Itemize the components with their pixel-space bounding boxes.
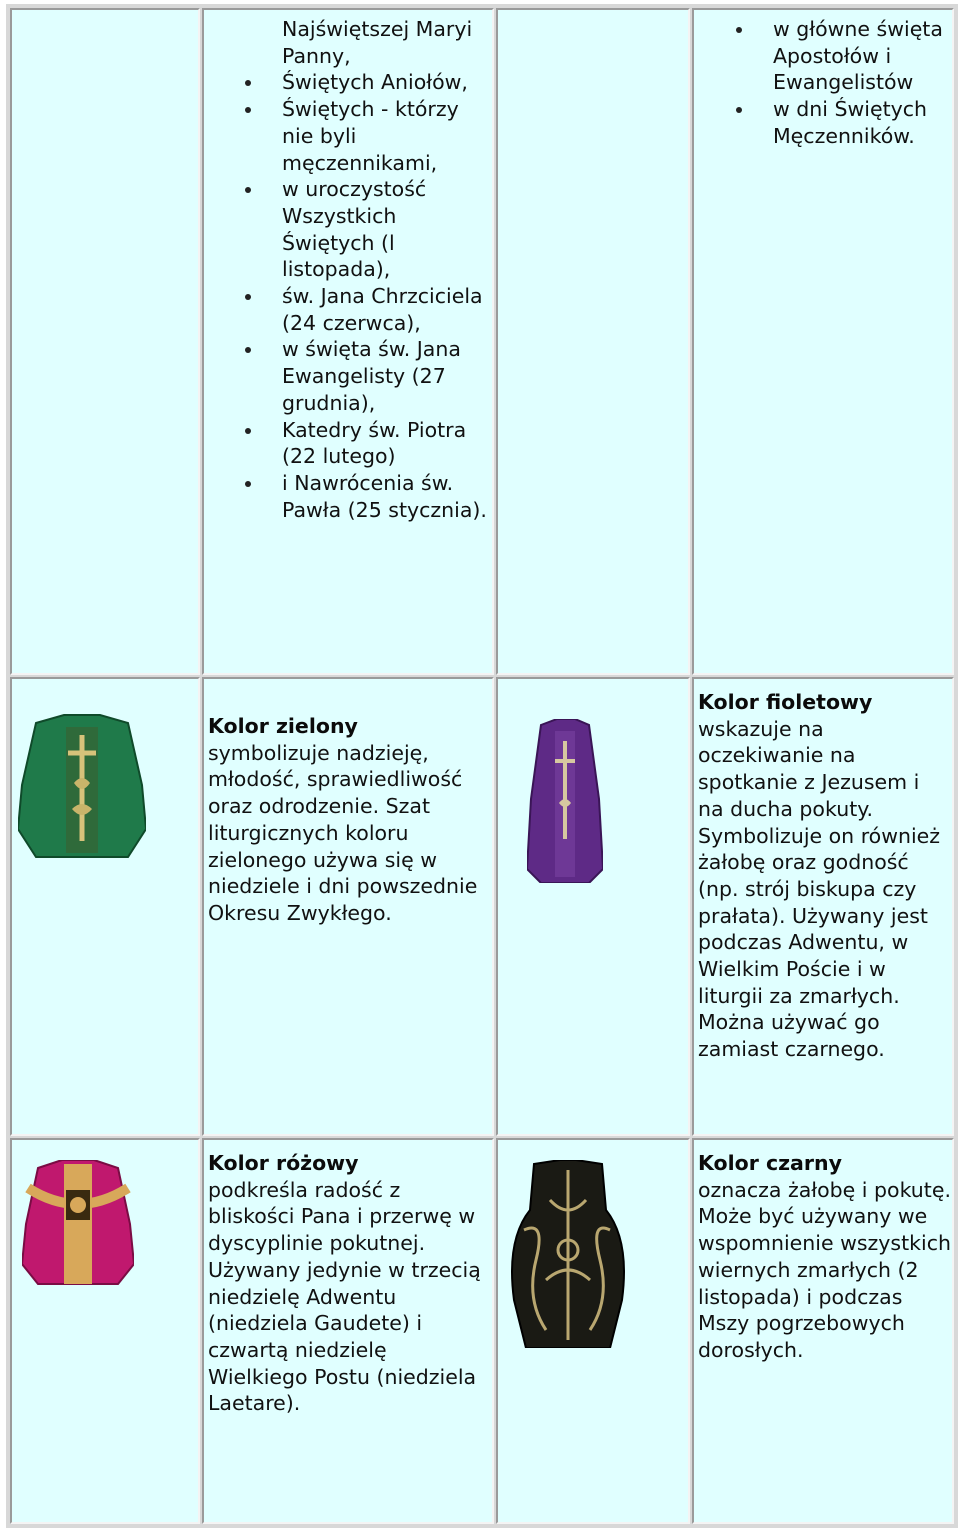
cell-r1-c3 [496,8,690,675]
cell-r1-c4 [692,8,954,675]
apostles-martyrs-list [773,16,953,150]
violet-title: Kolor fioletowy [698,690,873,714]
cell-green-image [10,677,200,1136]
saints-feasts-list [282,16,494,523]
green-chasuble-image [18,713,146,865]
cell-green-text [202,677,494,1136]
list-item: Świętych - którzy nie byli męczennikami, [282,96,494,176]
list-item: w święta św. Jana Ewangelisty (27 grudnia), [282,336,494,416]
vestment-colors-table [6,4,958,1528]
pink-chasuble-image [22,1160,134,1288]
cell-black-text [692,1138,954,1524]
pink-title: Kolor różowy [208,1151,359,1175]
violet-description: wskazuje na oczekiwanie na spotkanie z Jezusem i na ducha pokuty. Symbolizuje on również żałobę oraz godność (np. strój biskupa czy prałata). Używany jest podczas Adwentu, w Wielkim Poście i w liturgii za zmarłych. Można używać go zamiast czarnego. [698,716,941,1062]
list-item: Świętych Aniołów, [282,69,494,96]
cell-violet-image [496,677,690,1136]
green-title: Kolor zielony [208,714,358,738]
cell-pink-image [10,1138,200,1524]
cell-pink-text [202,1138,494,1524]
list-item: Najświętszej Maryi Panny, [282,17,473,68]
list-item: Katedry św. Piotra (22 lutego) [282,417,494,470]
cell-violet-text [692,677,954,1136]
list-item: w główne święta Apostołów i Ewangelistów [773,16,953,96]
black-chasuble-image [506,1160,630,1348]
black-title: Kolor czarny [698,1151,842,1175]
green-description: symbolizuje nadzieję, młodość, sprawiedliwość oraz odrodzenie. Szat liturgicznych koloru zielonego używa się w niedziele i dni powszednie Okresu Zwykłego. [208,740,478,925]
pink-description: podkreśla radość z bliskości Pana i przerwę w dyscyplinie pokutnej. Używany jedynie w trzecią niedzielę Adwentu (niedziela Gaudete) i czwartą niedzielę Wielkiego Postu (niedziela Laetare). [208,1177,481,1416]
list-item: w uroczystość Wszystkich Świętych (l listopada), [282,176,494,283]
cell-r1-c2 [202,8,494,675]
cell-black-image [496,1138,690,1524]
list-item: w dni Świętych Męczenników. [773,96,953,149]
black-description: oznacza żałobę i pokutę. Może być używany we wspomnienie wszystkich wiernych zmarłych (2 listopada) i podczas Mszy pogrzebowych dorosłych. [698,1177,951,1362]
cell-r1-c1 [10,8,200,675]
violet-chasuble-image [527,719,603,883]
list-item: św. Jana Chrzciciela (24 czerwca), [282,283,494,336]
list-item: i Nawrócenia św. Pawła (25 stycznia). [282,470,494,523]
